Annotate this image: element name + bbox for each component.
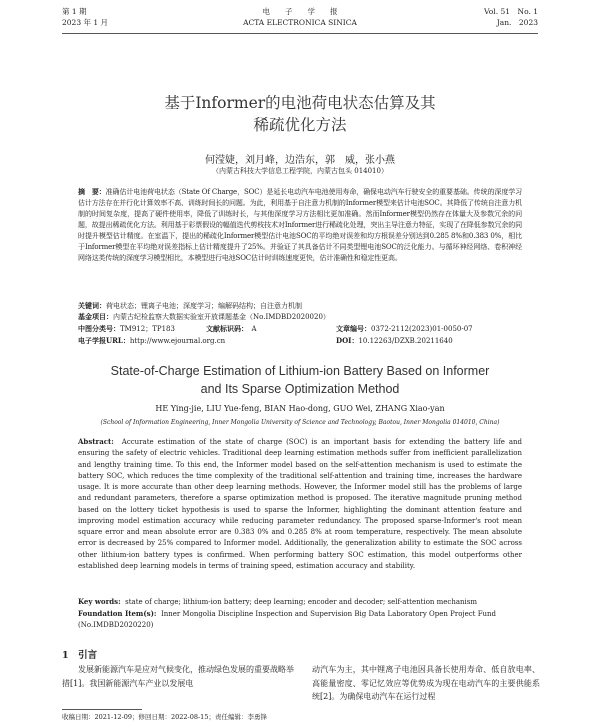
keywords-en-label: Key words: [78,597,121,606]
doc-code [206,323,257,335]
abstract-cn [78,186,522,264]
class-no-value: TM912；TP183 [120,325,175,333]
fund-en [78,608,522,631]
abstract-cn-text: 准确估计电池荷电状态（State Of Charge，SOC）是延长电动汽车电池使用寿命，确保电动汽车行驶安全的重要基础。传统的深度学习估计方法存在并行化计算效率不高、训练时间长的问题。为此，利用基于自注意力机制的Informer模型来估计电池SOC。其降低了传统自注意力机制的时间复杂度，提高了硬件使用率，降低了训练时长，与其他深度学习方法相比更加准确。然而Informer模型仍然存在体量大及参数冗余的问题，故提出稀疏优化方法。利用基于彩票假设的幅值迭代剪枝技术对Informer进行稀疏化处理，突出主导注意力特征，实现了在降低参数冗余的同时提升模型估计精度。在室温下，提出的稀疏化Informer模型估计电池SOC的平均绝对误差和均方根误差分别达到0.285 8%和0.383 0%，相比于Informer模型在平均绝对误差指标上估计精度提升了25%。并验证了其具备估计不同类型锂电池SOC的泛化能力。与循环神经网络、卷积神经网络这类传统的深度学习模型相比，本模型进行电池SOC估计时训练速度更快，估计准确性和稳定性更高。 [78,188,522,262]
header-center [62,6,538,28]
fund-cn-text: 内蒙古纪检监察大数据实验室开放课题基金（No.IMDBD2020020） [113,313,330,321]
doi-label: DOI： [336,336,359,345]
title-en-line1: State-of-Charge Estimation of Lithium-ion Battery Based on Informer [110,364,490,378]
links-row [78,335,522,346]
section-heading: 1 引言 [62,650,98,661]
class-no [78,323,175,335]
doi-value: 10.12263/DZXB.20211640 [358,337,453,345]
keywords-en [78,596,522,608]
journal-url [78,335,225,347]
fund-cn [78,311,522,323]
intro-right-column: 动汽车为主，其中锂离子电池因具备长使用寿命、低自放电率、高能量密度、零记忆效应等优势成为现在电动汽车的主要供能系统[2]。为确保电动汽车在运行过程 [312,665,540,701]
doc-code-label: 文献标识码： [206,324,245,333]
footnote: 收稿日期：2021-12-09；修回日期：2022-08-15；责任编辑：李勇锋 [62,713,267,721]
abstract-en-text: Accurate estimation of the state of charge (SOC) is an important basis for extending the battery life and ensuring the safety of electric vehicles. Traditional deep learning estimation methods suffer from inefficient parallelization and lengthy training time. To this end, the Informer model based on the self-attention mechanism is used to estimate the battery SOC, which reduces the time complexity of the traditional self-attention and training time, increases the hardware usage. It is more accurate than other deep learning methods. However, the Informer model still has the problems of large and redundant parameters, therefore a sparse optimization method is proposed. The iterative magnitude pruning method based on the lottery ticket hypothesis is used to sparse the Informer, highlighting the dominant attention feature and improving model estimation accuracy while reducing parameter redundancy. The proposed sparse-Informer's root mean square error and mean absolute error are 0.383 0% and 0.285 8% at room temperature, respectively. The mean absolute error is decreased by 25% compared to Informer model. Additionally, the generalization ability to estimate the SOC across other lithium-ion battery types is confirmed. When performing battery SOC estimation, this model outperforms other established deep learning models in terms of training speed, estimation accuracy and stability. [78,438,523,570]
title-cn-line1: 基于Informer的电池荷电状态估算及其 [164,94,436,112]
article-no-label: 文章编号： [336,324,371,333]
running-header [62,6,538,34]
fund-cn-label: 基金项目： [78,312,113,321]
journal-en: ACTA ELECTRONICA SINICA [243,18,357,27]
fund-en-text: Inner Mongolia Discipline Inspection and Supervision Big Data Laboratory Open Project Fund (No.IMDBD2020220) [78,610,497,630]
class-no-label: 中图分类号： [78,324,120,333]
fund-en-label: Foundation Item(s): [78,609,157,618]
abstract-en [78,436,522,572]
header-rule [62,33,538,34]
affiliation-en: (School of Information Engineering, Inner Mongolia University of Science and Technology, Baotou, Inner Mongolia 014010, China) [100,419,500,426]
issue-cn: 第 1 期 [62,7,87,16]
abstract-cn-label: 摘 要： [78,187,106,196]
title-cn-line2: 稀疏优化方法 [253,116,347,134]
date-en: Jan. 2023 [496,18,538,27]
url-label: 电子学报URL： [78,336,130,345]
title-cn [62,92,538,136]
title-en-line2: and Its Sparse Optimization Method [200,382,400,396]
footnote-rule [62,709,142,710]
keywords-cn-text: 荷电状态；锂离子电池；深度学习；编解码结构；自注意力机制 [106,302,302,310]
url-link[interactable]: http://www.ejournal.org.cn [129,337,226,345]
keywords-en-text: state of charge; lithium-ion battery; deep learning; encoder and decoder; self-attention mechanism [125,598,478,606]
intro-left-column: 发展新能源汽车是应对气候变化，推动绿色发展的重要战略举措[1]。我国新能源汽车产业以发展电 [62,665,294,688]
journal-cn: 电 子 学 报 [262,7,338,16]
doc-code-value: A [251,325,257,333]
abstract-en-label: Abstract: [78,437,114,446]
volume: Vol. 51 No. 1 [484,7,538,16]
article-no-value: 0372-2112(2023)01-0050-07 [371,325,473,333]
doi [336,335,453,347]
header-right [484,6,538,28]
date-cn: 2023 年 1 月 [62,18,109,27]
keywords-cn-label: 关键词： [78,301,106,310]
authors-en: HE Ying-jie, LIU Yue-feng, BIAN Hao-dong, GUO Wei, ZHANG Xiao-yan [155,404,445,413]
affiliation-cn: （内蒙古科技大学信息工程学院，内蒙古包头 014010） [212,167,388,175]
authors-cn: 何滢婕，刘月峰，边浩东，郭 威，张小燕 [205,155,395,166]
title-en [62,362,538,398]
classification-row [78,323,522,334]
article-no [336,323,473,335]
